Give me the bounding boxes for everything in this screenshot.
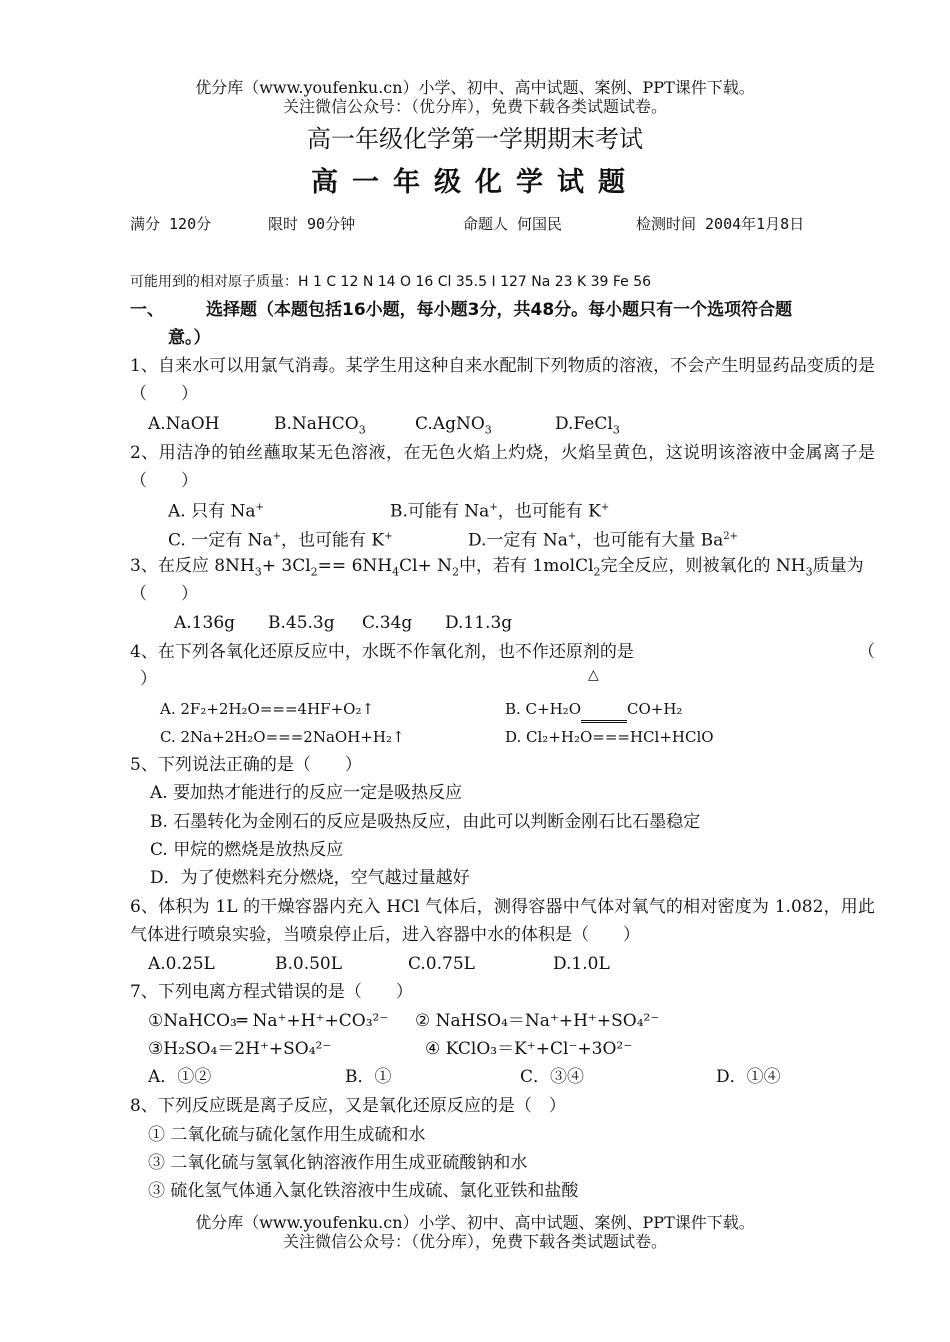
q3-option-b: B.45.3g: [268, 613, 335, 633]
q2-a-text: A. 只有 Na: [168, 501, 256, 522]
q3-s3: == 6NH: [317, 556, 393, 576]
q3-s3-sub: 4: [392, 565, 400, 579]
q2-c-mid: ，也可能有 K: [281, 530, 385, 551]
q2-a-sup: +: [255, 502, 264, 513]
q1-option-c: [415, 413, 492, 441]
exam-title: 高一年级化学第一学期期末考试: [307, 125, 643, 153]
q7-equation-4: ④ KClO₃＝K⁺+Cl⁻+3O²⁻: [425, 1039, 633, 1059]
q2-c-sup2: +: [384, 531, 393, 542]
q2-d-mid: ，也可能有大量 Ba: [576, 530, 724, 551]
q3-option-a: A.136g: [174, 613, 236, 633]
q7-option-a: A．①②: [148, 1067, 212, 1087]
q7-option-d: D．①④: [716, 1067, 781, 1087]
q6-stem: 6、体积为 1L 的干燥容器内充入 HCl 气体后，测得容器中气体对氧气的相对密度为 1.082，用此气体进行喷泉实验，当喷泉停止后，进入容器中水的体积是（ ）: [130, 897, 875, 945]
q3-s2: + 3Cl: [261, 556, 311, 576]
q7-stem: 7、下列电离方程式错误的是（ ）: [130, 982, 413, 1002]
q3-s1-sub: 3: [254, 565, 262, 579]
q2-d-text: D.一定有 Na: [468, 530, 568, 551]
q7-equation-3: ③H₂SO₄＝2H⁺+SO₄²⁻: [148, 1039, 332, 1059]
heat-triangle-icon: △: [588, 667, 599, 683]
atomic-masses: 可能用到的相对原子质量：H 1 C 12 N 14 O 16 Cl 35.5 I 127 Na 23 K 39 Fe 56: [130, 274, 652, 290]
q1-d-sub: 3: [612, 423, 620, 437]
meta-author: 命题人 何国民: [463, 215, 563, 233]
q5-option-a: A. 要加热才能进行的反应一定是吸热反应: [150, 783, 463, 803]
q6-option-a: A.0.25L: [148, 954, 215, 974]
q1-b-sub: 3: [358, 423, 366, 437]
q2-b-sup: +: [489, 502, 498, 513]
q3-option-d: D.11.3g: [445, 613, 513, 633]
meta-time-limit: 限时 90分钟: [268, 215, 356, 233]
q7-equation-1: ①NaHCO₃═ Na⁺+H⁺+CO₃²⁻: [148, 1011, 389, 1031]
q5-option-b: B. 石墨转化为金刚石的反应是吸热反应，由此可以判断金刚石比石墨稳定: [150, 812, 701, 832]
q2-b-mid: ，也可能有 K: [497, 501, 601, 522]
q3-stem: [130, 555, 864, 583]
q5-option-c: C. 甲烷的燃烧是放热反应: [150, 840, 344, 860]
q8-item-1: ① 二氧化硫与硫化氢作用生成硫和水: [148, 1125, 426, 1145]
q3-s2-sub: 2: [310, 565, 318, 579]
q3-s6-sub: 3: [805, 565, 813, 579]
footer-line-1: 优分库（www.youfenku.cn）小学、初中、高中试题、案例、PPT课件下载。: [195, 1213, 755, 1232]
q4-b-left: B. C+H₂O: [505, 700, 581, 718]
q4-paren-close: ）: [140, 669, 157, 689]
q2-b-text: B.可能有 Na: [390, 501, 490, 522]
q2-option-a: [168, 497, 264, 523]
q2-c-text: C. 一定有 Na: [168, 530, 273, 551]
header-line-1: 优分库（www.youfenku.cn）小学、初中、高中试题、案例、PPT课件下载。: [195, 78, 755, 97]
q3-s7: 质量为: [812, 556, 864, 576]
q5-stem: 5、下列说法正确的是（ ）: [130, 755, 362, 775]
q2-stem: 2、用洁净的铂丝蘸取某无色溶液，在无色火焰上灼烧，火焰呈黄色，这说明该溶液中金属离子是（ ）: [130, 443, 875, 491]
q3-s4: Cl+ N: [399, 556, 453, 576]
q3-s4-sub: 2: [452, 565, 460, 579]
q1-option-a: A.NaOH: [148, 414, 220, 434]
meta-score: 满分 120分: [130, 215, 212, 233]
q2-b-sup2: +: [600, 502, 610, 513]
q2-d-sup: +: [567, 531, 577, 542]
header-line-2: 关注微信公众号：（优分库），免费下载各类试题试卷。: [282, 97, 667, 116]
q1-stem: 1、自来水可以用氯气消毒。某学生用这种自来水配制下列物质的溶液，不会产生明显药品变质的是（ ）: [130, 356, 875, 404]
section-title-cont: 意。）: [168, 328, 211, 348]
q4-option-c: C. 2Na+2H₂O===2NaOH+H₂↑: [160, 728, 405, 746]
q7-option-c: C．③④: [520, 1067, 585, 1087]
q4-b-condition: [581, 698, 627, 723]
q7-equation-2: ② NaHSO₄＝Na⁺+H⁺+SO₄²⁻: [415, 1011, 660, 1031]
section-number: 一、: [130, 300, 164, 320]
footer-line-2: 关注微信公众号：（优分库），免费下载各类试题试卷。: [282, 1232, 667, 1251]
section-title: 选择题（本题包括16小题，每小题3分，共48分。每小题只有一个选项符合题: [206, 300, 793, 320]
q1-b-text: B.NaHCO: [274, 414, 359, 434]
q8-stem: 8、下列反应既是离子反应，又是氧化还原反应的是（ ）: [130, 1096, 566, 1116]
q4-option-d: D. Cl₂+H₂O===HCl+HClO: [505, 728, 714, 746]
q3-s5: 中，若有 1molCl: [459, 556, 594, 576]
q1-d-text: D.FeCl: [555, 414, 613, 434]
q2-option-c: [168, 526, 393, 552]
q2-c-sup: +: [272, 531, 282, 542]
q3-s5-sub: 2: [593, 565, 601, 579]
q3-s6: 完全反应，则被氧化的 NH: [600, 556, 806, 576]
meta-date: 检测时间 2004年1月8日: [636, 215, 805, 233]
q4-option-b: [505, 698, 682, 723]
q2-d-sup2: 2+: [723, 531, 739, 542]
q3-s1: 3、在反应 8NH: [130, 556, 255, 576]
q6-option-c: C.0.75L: [408, 954, 475, 974]
q2-option-b: [390, 497, 609, 523]
q4-stem: 4、在下列各氧化还原反应中，水既不作氧化剂，也不作还原剂的是: [130, 642, 634, 662]
q6-option-d: D.1.0L: [553, 954, 610, 974]
q4-b-right: CO+H₂: [627, 700, 683, 718]
q6-option-b: B.0.50L: [275, 954, 343, 974]
q4-option-a: A. 2F₂+2H₂O===4HF+O₂↑: [160, 700, 375, 718]
q8-item-2: ③ 二氧化硫与氢氧化钠溶液作用生成亚硫酸钠和水: [148, 1153, 528, 1173]
q5-option-d: D．为了使燃料充分燃烧，空气越过量越好: [150, 868, 470, 888]
paper-title: 高一年级化学试题: [311, 167, 639, 198]
q2-option-d: [468, 526, 738, 552]
q1-c-sub: 3: [484, 423, 492, 437]
q3-stem-cont: （ ）: [130, 584, 198, 604]
q1-option-b: [274, 413, 366, 441]
q4-paren-open: （: [858, 642, 875, 662]
q1-c-text: C.AgNO: [415, 414, 485, 434]
q7-option-b: B．①: [345, 1067, 392, 1087]
q1-option-d: [555, 413, 620, 441]
q3-option-c: C.34g: [362, 613, 413, 633]
q8-item-3: ③ 硫化氢气体通入氯化铁溶液中生成硫、氯化亚铁和盐酸: [148, 1181, 579, 1201]
